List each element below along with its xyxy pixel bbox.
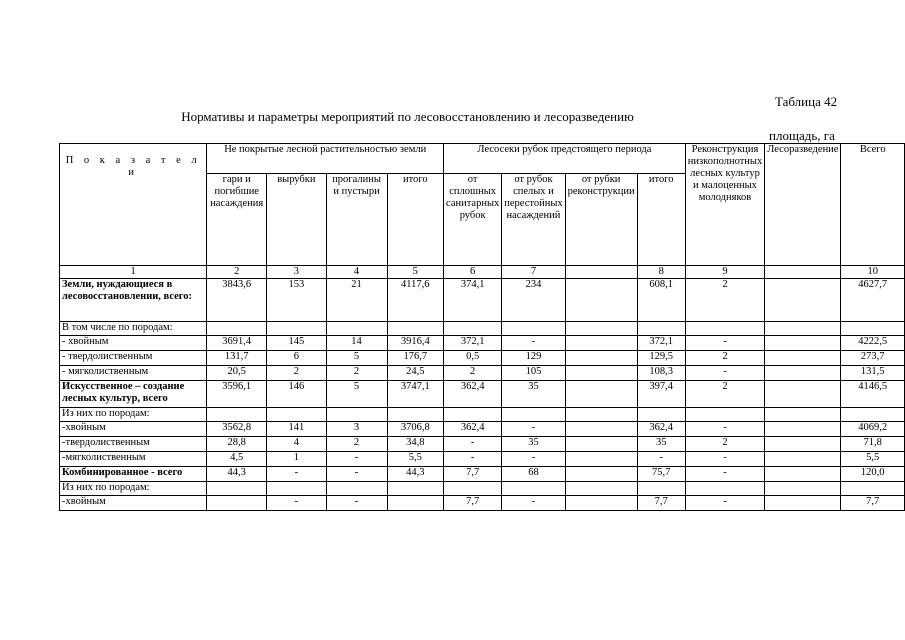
table-cell: 131,5 (841, 366, 905, 381)
table-cell: - (502, 336, 565, 351)
row-label: -мягколиственным (60, 452, 207, 467)
table-cell: 2 (267, 366, 327, 381)
table-cell: 7,7 (637, 496, 685, 511)
table-cell: - (685, 336, 764, 351)
table-cell (565, 467, 637, 482)
col-num-4: 4 (326, 266, 387, 279)
header-not-covered: Не покрытые лесной растительностью земли (207, 144, 444, 174)
table-cell (326, 408, 387, 422)
table-cell: 362,4 (637, 422, 685, 437)
table-cell (565, 496, 637, 511)
table-cell (765, 322, 841, 336)
table-cell: 145 (267, 336, 327, 351)
table-cell (765, 422, 841, 437)
table-cell: 75,7 (637, 467, 685, 482)
table-cell: 4,5 (207, 452, 267, 467)
table-cell: 3747,1 (387, 381, 444, 408)
col-num-1: 1 (60, 266, 207, 279)
table-cell (387, 482, 444, 496)
table-cell (444, 408, 502, 422)
table-cell: 3562,8 (207, 422, 267, 437)
header-subtotal-1: итого (387, 174, 444, 266)
table-cell (565, 408, 637, 422)
table-cell: 68 (502, 467, 565, 482)
table-cell (765, 366, 841, 381)
header-afforestation: Лесоразведение (765, 144, 841, 266)
table-cell (685, 408, 764, 422)
table-cell: - (326, 467, 387, 482)
table-row (60, 408, 905, 422)
col-num-3: 3 (267, 266, 327, 279)
table-row (60, 496, 905, 511)
table-cell (565, 279, 637, 322)
table-cell (637, 482, 685, 496)
table-cell (565, 437, 637, 452)
table-cell: 4146,5 (841, 381, 905, 408)
table-cell: - (326, 496, 387, 511)
table-cell (387, 408, 444, 422)
table-cell (685, 482, 764, 496)
table-cell (765, 437, 841, 452)
table-cell: 34,8 (387, 437, 444, 452)
row-label: - мягколиственным (60, 366, 207, 381)
table-title-text: Нормативы и параметры мероприятий по лесовосстановлению и лесоразведению (181, 109, 634, 124)
row-label: Земли, нуждающиеся в лесовосстановлении, всего: (60, 279, 207, 322)
table-cell: 2 (685, 279, 764, 322)
table-cell (565, 452, 637, 467)
table-cell: - (444, 452, 502, 467)
col-num-10: 10 (841, 266, 905, 279)
table-cell: 141 (267, 422, 327, 437)
table-cell: 2 (685, 381, 764, 408)
col-num-6: 6 (444, 266, 502, 279)
table-cell: 0,5 (444, 351, 502, 366)
table-cell (841, 482, 905, 496)
table-cell (841, 322, 905, 336)
table-cell (637, 322, 685, 336)
table-cell: 120,0 (841, 467, 905, 482)
table-cell (685, 322, 764, 336)
table-cell (565, 351, 637, 366)
table-cell: 7,7 (444, 496, 502, 511)
table-cell: 5,5 (387, 452, 444, 467)
table-cell: 2 (326, 366, 387, 381)
table-cell: 2 (326, 437, 387, 452)
header-subtotal-2: итого (637, 174, 685, 266)
table-cell: 7,7 (841, 496, 905, 511)
table-cell: 35 (637, 437, 685, 452)
table-cell: 153 (267, 279, 327, 322)
table-cell: 146 (267, 381, 327, 408)
table-cell (565, 336, 637, 351)
table-row (60, 437, 905, 452)
table-cell: 4117,6 (387, 279, 444, 322)
table-cell: 129,5 (637, 351, 685, 366)
table-cell: 14 (326, 336, 387, 351)
header-cuttings: Лесосеки рубок предстоящего периода (444, 144, 686, 174)
table-cell (326, 322, 387, 336)
table-number: Таблица 42 (775, 94, 838, 109)
table-cell: - (502, 422, 565, 437)
table-cell (565, 322, 637, 336)
table-cell: - (326, 452, 387, 467)
col-num-blank (565, 266, 637, 279)
table-cell (765, 381, 841, 408)
table-cell: 21 (326, 279, 387, 322)
table-cell: 35 (502, 381, 565, 408)
table-cell: 44,3 (387, 467, 444, 482)
table-cell: 374,1 (444, 279, 502, 322)
table-cell: - (685, 496, 764, 511)
table-cell: 28,8 (207, 437, 267, 452)
table-cell: 372,1 (637, 336, 685, 351)
table-cell: 108,3 (637, 366, 685, 381)
row-label: Из них по породам: (60, 408, 207, 422)
table-cell (565, 366, 637, 381)
table-cell (841, 408, 905, 422)
norms-table (59, 143, 905, 511)
col-num-7: 7 (502, 266, 565, 279)
table-cell: - (685, 366, 764, 381)
table-cell: - (502, 452, 565, 467)
table-cell: 131,7 (207, 351, 267, 366)
table-cell: 71,8 (841, 437, 905, 452)
table-cell: 176,7 (387, 351, 444, 366)
table-cell: - (685, 467, 764, 482)
row-label: -хвойным (60, 422, 207, 437)
header-glades: прогалины и пустыри (326, 174, 387, 266)
table-row (60, 351, 905, 366)
table-row (60, 322, 905, 336)
table-cell: 20,5 (207, 366, 267, 381)
table-cell: 234 (502, 279, 565, 322)
table-cell: 608,1 (637, 279, 685, 322)
header-indicators: П о к а з а т е л и (60, 144, 207, 266)
row-label: -твердолиственным (60, 437, 207, 452)
table-cell (765, 408, 841, 422)
table-cell: 362,4 (444, 381, 502, 408)
table-cell (765, 279, 841, 322)
table-row (60, 279, 905, 322)
table-body (60, 279, 905, 511)
table-row (60, 482, 905, 496)
table-cell (765, 452, 841, 467)
table-cell (207, 322, 267, 336)
table-cell (765, 496, 841, 511)
table-cell (267, 408, 327, 422)
table-cell: 1 (267, 452, 327, 467)
table-row (60, 422, 905, 437)
col-num-5: 5 (387, 266, 444, 279)
table-cell (565, 381, 637, 408)
table-cell (326, 482, 387, 496)
table-title (0, 109, 905, 125)
row-label: Искусственное – создание лесных культур, всего (60, 381, 207, 408)
table-cell (444, 482, 502, 496)
table-row (60, 452, 905, 467)
table-cell (267, 322, 327, 336)
table-cell: 362,4 (444, 422, 502, 437)
table-cell (765, 467, 841, 482)
header-reconstruction: Реконструкция низкополнотных лесных культур и малоценных молодняков (685, 144, 764, 266)
table-cell: 3 (326, 422, 387, 437)
table-cell: - (685, 452, 764, 467)
table-cell: 3916,4 (387, 336, 444, 351)
header-mature: от рубок спелых и перестойных насаждений (502, 174, 565, 266)
table-cell: 5 (326, 351, 387, 366)
table-cell: 2 (444, 366, 502, 381)
table-cell: 2 (685, 437, 764, 452)
table-cell: 24,5 (387, 366, 444, 381)
col-num-blank-2 (765, 266, 841, 279)
col-num-8: 8 (637, 266, 685, 279)
table-cell: 2 (685, 351, 764, 366)
table-cell (565, 422, 637, 437)
table-cell: 3691,4 (207, 336, 267, 351)
table-row (60, 336, 905, 351)
table-cell: 372,1 (444, 336, 502, 351)
table-cell: 273,7 (841, 351, 905, 366)
table-cell (207, 408, 267, 422)
row-label: Комбинированное - всего (60, 467, 207, 482)
table-cell: 3843,6 (207, 279, 267, 322)
table-cell (387, 322, 444, 336)
row-label: В том числе по породам: (60, 322, 207, 336)
table-cell (502, 322, 565, 336)
header-burned: гари и погибшие насаждения (207, 174, 267, 266)
table-cell: 397,4 (637, 381, 685, 408)
table-cell: 3706,8 (387, 422, 444, 437)
table-cell: 129 (502, 351, 565, 366)
table-cell: - (637, 452, 685, 467)
table-cell: 3596,1 (207, 381, 267, 408)
table-cell: - (267, 467, 327, 482)
table-cell (765, 336, 841, 351)
table-cell (387, 496, 444, 511)
table-cell: 5,5 (841, 452, 905, 467)
table-cell (637, 408, 685, 422)
table-cell: 35 (502, 437, 565, 452)
table-cell: - (267, 496, 327, 511)
col-num-9: 9 (685, 266, 764, 279)
row-label: Из них по породам: (60, 482, 207, 496)
table-cell (765, 482, 841, 496)
row-label: - твердолиственным (60, 351, 207, 366)
table-cell: - (444, 437, 502, 452)
table-cell: 4069,2 (841, 422, 905, 437)
row-label: -хвойным (60, 496, 207, 511)
table-cell: - (685, 422, 764, 437)
row-label: - хвойным (60, 336, 207, 351)
table-cell: 7,7 (444, 467, 502, 482)
table-row (60, 381, 905, 408)
table-cell (565, 482, 637, 496)
table-cell (502, 408, 565, 422)
table-cell (502, 482, 565, 496)
table-cell: 4222,5 (841, 336, 905, 351)
header-sanitary: от сплошных санитарных рубок (444, 174, 502, 266)
table-cell: 4 (267, 437, 327, 452)
table-cell: 5 (326, 381, 387, 408)
unit-label: площадь, га (769, 128, 835, 143)
header-clearings: вырубки (267, 174, 327, 266)
header-reconstr-cut: от рубки реконструкции (565, 174, 637, 266)
table-row (60, 467, 905, 482)
col-num-2: 2 (207, 266, 267, 279)
table-cell: - (502, 496, 565, 511)
table-cell: 44,3 (207, 467, 267, 482)
table-cell (267, 482, 327, 496)
table-cell: 105 (502, 366, 565, 381)
header-total: Всего (841, 144, 905, 266)
table-cell (207, 482, 267, 496)
table-cell: 6 (267, 351, 327, 366)
table-cell (765, 351, 841, 366)
table-cell: 4627,7 (841, 279, 905, 322)
table-row (60, 366, 905, 381)
table-cell (207, 496, 267, 511)
table-cell (444, 322, 502, 336)
